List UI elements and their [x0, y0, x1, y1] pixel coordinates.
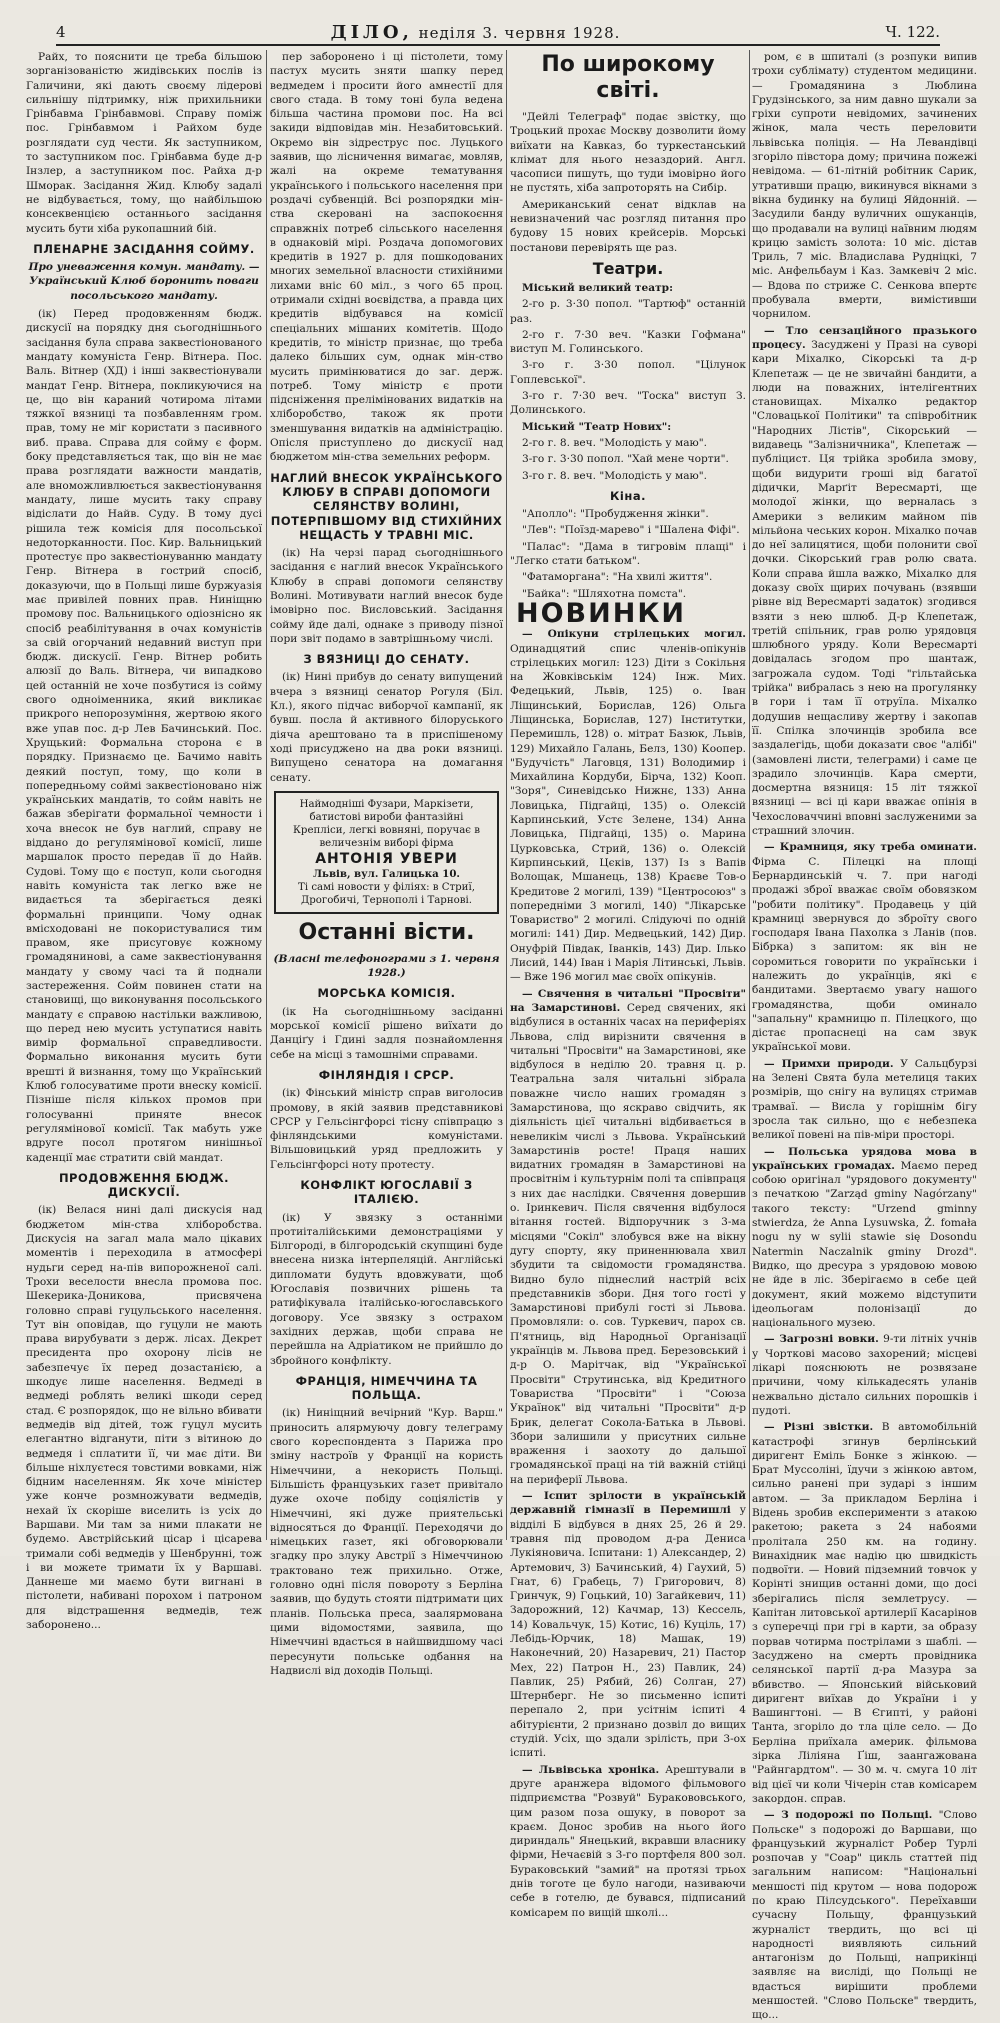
news-item-title: — Крамниця, яку треба оминати.: [764, 841, 977, 854]
article-paragraph: (ік) У звязку з останніми протиіталійськими демонстраціями у Білгороді, в білгородській скупщині буде внесена низка інтерпеляцій. Англійські дипломати будуть вдовжувати, щоб Югославія позвичних рішень та ратифікувала італійсько-югославського договору. Усе звязку з острахом західних держав, щоби справа не перейшла на Адріатиком не прийшло до збройного конфлікту.: [270, 1211, 503, 1367]
theatre-listing: 2-го г. 8. веч. "Молодість у маю".: [522, 436, 708, 449]
cinema-listing: "Байка": "Шляхотна помста".: [522, 587, 687, 600]
news-item-title: — Іспит зрілости в українській державній гімназії в Перемишлі: [510, 1490, 746, 1517]
news-item-title: — Львівська хроніка.: [522, 1763, 660, 1776]
section-heading: МОРСЬКА КОМІСІЯ.: [317, 986, 456, 1001]
ad-firm-name: АНТОНІЯ УВЕРИ: [315, 850, 458, 867]
news-item: [752, 1332, 977, 1418]
section-heading: ПРОДОВЖЕННЯ БЮДЖ. ДИСКУСІЇ.: [58, 1170, 230, 1200]
article-paragraph: ром, є в шпиталі (з розпуки випив трохи сублімату) студентом медицини. — Громадянина з Люблина Грудзінського, за ним давно шукали за гріхи супроти невідомих, зачинених жінок, мала честь переловити львівська поліція. — На Левандівці згоріло півстора дому; причина пожежі невідома. — 61-літній робітник Сарик, утративши працю, викинувся вікнами з вікна будинку на булиці Яйдонній. — Засудили банду вуличних ошуканців, що продавали на вулиці наївним людям крицю замість золота: 10 міс. дістав Триль, 7 міс. Владислава Рудніцкі, 7 міс. Анфельбаум і Каз. Замкевіч 2 міс. — Вдова по стриже С. Сенкова впертє пробувала вмерти, вимістивши чорнилом.: [752, 51, 977, 321]
news-item-text: 9-ти літніх учнів у Чорткові масово захорений; місцеві лікарі пояснюють не розвязане причини, чому кількадесять уланів нежвально дістало сильних порошків і пудоті.: [752, 1333, 977, 1417]
news-item-text: Маємо перед собою оригінал "урядового документу" з печаткою "Zarząd gminy Nagórzany" такого тексту: "Urzend gminny stwierdza, że Anna Lysuwska, Ż. fomała nogu ny w sylii stawie się Dosondu Natermin Naczalnik gminy Drozd". Видко, що дресура з урядовою мовою не йде в ліс. Зберігаємо в себе цей документ, який можемо відступити ідеольогам полонізації до національного музею.: [752, 1159, 977, 1330]
page-header: [56, 20, 940, 46]
theatre-listing: 3-го г. 7·30 веч. "Тоска" виступ З. Долинського.: [510, 390, 746, 417]
article-paragraph: пер заборонено і ці пістолети, тому пастух мусить зняти шапку перед ведмедем і просити його амнестії для свого стада. В тому тоні була ведена більша частина промови пос. На всі закиди відповідав мін. Незабитовський. Окремо він зідреструс пос. Луцького заявив, що лісничення вимагає, мовляв, жалі на окреме тематування українського і польського населення при роздачі субвенцій. Всі розпорядки мін-ства скеровані на заспокоєння справжніх потреб сільського населення в однаковій мірі. Роздача допомогових кредитів в 1927 р. для пошкодованих многих земельної власности стихійними лихами вніс 60 міл., з чого 65 проц. отримали східні воєвідства, а правда цих кредитів відбувався на комісії спеціальних мішаних комітетів. Щодо кредитів, то міністр признає, що треба далеко більших сум, однак мін-ство мусить примінюватися до заг. держ. потреб. Тому міністр є проти підсніження прелімінованих видатків на хліборобство, також як проти зменшування видатків на адміністрацію. Опісля приступлено до дискусії над бюджетом мін-ства земельних реформ.: [270, 51, 503, 464]
news-item-text: Одинадцятий спис членів-опікунів стрілецьких могил: 123) Діти з Сокільня на Жовківськім 124) Інж. Мих. Федецький, Львів, 125) о. Іван Ліщинський, Борислав, 126) Ольга Ліщинська, Борислав, 127) Інститутки, Перемишль, 128) о. мітрат Базюк, Львів, 129) Михайло Галань, Белз, 130) Коопер. "Будучість" Лаговця, 131) Володимир і Михайлина Кордуби, Бірча, 132) Кооп. "Зоря", Синевідсько Нижнє, 133) Анна Ловицька, Підгайці, 135) о. Олексій Карпинський, Устє Зелене, 134) Анна Ловицька, Підгайці, 135) о. Марина Цурковська, Стрий, 136) о. Олексій Кирпинський, Цєків, 137) Із з Вапів Волощак, Мшанець, 138) Краєве Тов-о Кредитове 2 могилі, 139) "Центросоюз" з попередніми 3 могилі, 140) "Лікарське Товариство" 2 могилі. Слідуючі по одній могилі: 141) Дир. Медвецький, 142) Дир. Онуфрій Півдак, Іванків, 143) Дир. Ілько Лисий, 144) Іван і Марія Літинські, Львів. — Вже 196 могил має своїх опікунів.: [510, 642, 746, 984]
column-divider: [506, 50, 507, 1540]
news-item-title: — З подорожі по Польщі.: [764, 1809, 933, 1822]
news-item-title: — Загрозні вовки.: [764, 1333, 879, 1346]
column-2: [270, 50, 503, 1677]
section-title-news: НОВИНКИ: [516, 597, 686, 629]
section-heading: ФІНЛЯНДІЯ І СРСР.: [318, 1067, 455, 1082]
cinema-listing: "Лев": "Поїзд-марево" і "Шалена Фіфі".: [522, 524, 740, 537]
newspaper-title: ДІЛО,: [330, 21, 413, 43]
news-item-text: "Слово Польске" з подорожі до Варшави, що французький журналіст Робер Турлі розпочав у "Соар" цикль статтей під загальним написом: "Національні меншості під крутом — нова подорож по краю Пілсудського". Переїхавши сучасну Польщу, французький журналіст твердить, що всі ці народності виявляють сильний антагонізм до Польщі, наприкінці заявляє на висліді, що Польщі не вдасться вирішити проблеми меншостей. "Слово Польске" твердить, що...: [752, 1809, 977, 2022]
news-item-title: — Опікуни стрілецьких могил.: [522, 628, 746, 641]
news-item: [752, 1145, 977, 1331]
article-paragraph: (ік) Фінський міністр справ виголосив промову, в якій заявив представникові СРСР у Гельсінгфорсі тісну співпрацю з фінляндськими комуністами. Вільшовицький уряд предложить у Гельсінгфорсі ноту протесту.: [270, 1087, 503, 1171]
section-subheading: (Власні телефонограми з 1. червня 1928.): [273, 952, 500, 980]
section-heading: ФРАНЦІЯ, НІМЕЧЧИНА ТА ПОЛЬЩА.: [295, 1373, 478, 1403]
article-paragraph: (ік) Перед продовженням бюдж. дискусії на порядку дня сьогоднішнього засідання була справа заквестіонованого мандату комуніста Генр. Вітнера. Пос. Валь. Вітнер (ХД) і інші заквестіонували мандат Генр. Вітнера, покликуючися на це, що він караний чотирома літами тяжкої вязниці та позбавленням гром. прав, тому не міг користати з пасивного виб. права. Справа для сойму є форм. боку представляється так, що він не має права розглядати важности мандатів, але вноможливлюється заквестіонування мандату, лише мусить таку справу відіслати до Найв. Суду. В тому дусі рішила теж комісія для посольської недоторканности. Пос. Кир. Вальницький протестує про заквестіонуванню мандату Генр. Вітнера в гострий спосіб, доказуючи, що в Польщі лише буржуазія має привілей повних прав. Ниніщню промову пос. Вальницького одіознісно як спосіб реабілітування в очах комуністів за свій огорчаний недавний виступ при бюдж. дискусії. Генр. Вітнер робить алюзії до Валь. Вітнера, чи випадково цей останній не хоче позбутися із сойму свого одноіменника, який викликає прикрого непорозуміння, жертвою якого вже упав пос. д-р Лев Бачинський. Пос. Хрущький: Формальна сторона є в порядку. Признаємо це. Бачимо навіть деякий поступ, тому, що коли в попередньому соймі заквестіоновано ніж українських мандатів, то сойм навіть не бажав зберігати формальної чемности і хоча внесок не був наглий, справу не віддано до регулямінової комісії, лише маршалок просто передав її до Найв. Судові. Тому що є поступ, коли сьогодня навіть комуніста так легко вже не видається та зберігається деякі формальні принципи. Чому однак вмісходовані не покористувалися тим правом, яке присуговує кожному громадянинові, а саме заквестіонування мандату у свому часі та й поднали застереження. Сойм повинен стати на становищі, що виконування посольського мандату є справою настільки важливою, що перед нею мусить уступатися навіть вимір формальної справедливости. Формально виконання мусить бути врешті й визнання, тому що Український Клюб голосуватиме проти внеску комісії. Пізніше після кількох промов при голосуванні приняте внесок регулямінової комісії. Так мабуть уже вдруге посол протягом нинішньої каденції має стратити свій мандат.: [26, 308, 262, 1164]
ad-address: Львів, вул. Галицька 10.: [313, 867, 460, 880]
news-item-title: — Примхи природи.: [764, 1057, 894, 1070]
article-paragraph: Американський сенат відклав на невизначений час розгляд питання про будову 15 нових крейсерів. Морські постанови перевірять ще раз.: [510, 198, 746, 254]
section-title-world: По широкому світі.: [541, 52, 715, 103]
news-item-text: В автомобільній катастрофі згинув берлінський диригент Еміль Бонке з жінкою. — Брат Муссоліні, їдучи з жінкою автом, сильно ранені при зударі з іншим автом. — За прикладом Берліна і Відень зробив експерименти з атакою ракетою; ракета з 24 набоями пролітала 250 км. на годину. Винахідник має надію цю швидкість подвоїти. — Новий підземний товчок у Корінті знищив останні доми, що досі зберігались після землетрусу. — Капітан литовської артилерії Касарінов з суперечці при грі в карти, за образу порвав чотирма пострілами з шаблі. — Засуджено на смерть провідника селянської партії д-ра Мазура за вбивство. — Японський військовий диригент виїхав до України і у Вашингтоні. — В Єгипті, у районі Танта, згоріло до тла ціле село. — До Берліна приїхала америк. фільмова зірка Ліліяна Ґіш, заангажована "Райнгардтом". — 30 м. ч. смуга 10 літ від цієї чи коли Чічерін став комісарем закордон. справ.: [752, 1421, 978, 1805]
news-item: [510, 1489, 746, 1761]
news-item-text: Серед свячених, які відбулися в останніх часах на периферіях Львова, слід вирізнити свячення в читальні "Просвіти" на Замарстинові, яке відбулося в неділю 20. травня ц. р. Театральна заля читальні зібрала поважне число наших громадян з Замарстинова, що яскраво свідчить, як діяльність цієї читальні відбивається в невеликім числі з Львова. Український Замарстинів росте! Праця наших видатних громадян в Замарстинові на просвітнім і культурнім полі та співпраця з них дає наслідки. Свячення довершив о. Іринкевич. Після свячення відбулося вітання гостей. Відпоручник з 3-ма місцями "Сокіл" злобувся вже на вікну дугу спорту, яку приненнювала хвил збудити та свідомости громадянства. Видно було піднеслий настрій всіх представників збори. Дня того гості у Замарстинові прибулі гості зі Львова. Промовляли: о. сов. Туркевич, парох св. П'ятниць, від Народньої Організації українців м. Львова пред. Березовський і д-р О. Марітчак, від "Української Просвіти" Струтинська, від Кредитного Товариства "Просвіти" і "Союза Українок" від читальні "Просвіти" д-р Брик, делегат Сокола-Батька в Львові. Збори залишили у присутних сильне враження і заохоту до дальшої громадянської праці на тій важній стійці на периферії Львова.: [510, 1001, 746, 1486]
theatre-listing: 3-го г. 8. веч. "Молодість у маю".: [522, 469, 708, 482]
column-divider: [749, 50, 750, 1540]
cinema-listing: "Фатаморгана": "На хвилі життя".: [522, 571, 713, 584]
theatre-listing: 2-го р. 3·30 попол. "Тартюф" останній раз.: [510, 298, 746, 325]
news-item-text: У Сальцбурзі на Зелені Свята була метелиця таких розмірів, що снігу на вулицях стримав трамваї. — Висла у горішнім бігу зросла так сильно, що є небезпека великої повені на пів-міри просторі.: [752, 1057, 977, 1142]
news-item: [752, 1057, 977, 1143]
article-paragraph: (ік) Велася нині далі дискусія над бюджетом мін-ства хліборобства. Дискусія на загал мала мало цікавих моментів і переходила в атмосфері нудьги серед на-пів випорожненої салі. Трохи веселости внесла промова пос. Шекерика-Доникова, присвячена головно справі гуцульського населення. Тут він оповідав, що гуцули не мають права вирубувати з держ. лісах. Декрет пресидента про охорону лісів не забезпечує їх перед дозастанією, а шкодує лише населення. Ведмеді в ведмеді роблять великі шкоди серед стад. Є розпорядок, що не вільно вбивати ведмедів від дітей, тож гуцул мусить елегантно відганути, піти з вітиною до ведмедя і сплатити її, чи має діти. Ви більше ніхлуєтеся товстими вовками, ніж бідним населенням. Як хоче міністер уже конче розмножувати ведмедів, нехай їх скоріше виселить із усіх до Варшави. Ми там за ними плакати не будемо. Австрійський цісар і цісарева тримали собі ведмедів у Шенбрунні, тож і ви можете тримати їх у Варшаві. Даннеше ми маємо бути вигнані в пістолети, набивані порохом і патроном для відстрашення ведмедів, теж заборонено...: [26, 1204, 262, 1632]
issue-number: Ч. 122.: [885, 23, 940, 41]
ad-text: Ті самі новости у філіях: в Стриї, Дрогобичі, Тернополі і Тарнові.: [298, 881, 475, 906]
theatre-listing: 3-го г. 3·30 попол. "Хай мене чорти".: [522, 453, 729, 466]
section-heading: З ВЯЗНИЦІ ДО СЕНАТУ.: [303, 652, 470, 667]
article-paragraph: (ік) Ниніщний вечірний "Кур. Варш." приносить алярмуючу довгу телеграму свого кореспондента з Парижа про зміну настроїв у Франції на користь Німеччини, а некористь Польщі. Більшість французьких газет привітало дуже охоче побіду соціялістів у Німеччині, які дуже приятельські відносяться до Франції. Переходячи до німецьких газет, які обговорювали згадку про злуку Австрії з Німеччиною трактовано теж прихильно. Отже, головно одні після повороту з Берліна заявив, що будуть стояти підтримати цих планів. Польська преса, заалярмована цими відомостями, заявила, що Німеччині вдасться в найшвидшому часі пересунути польське одбання на Надвислі від доходів Польщі.: [270, 1407, 503, 1677]
news-item-text: Арештували в друге аранжера відомого фільмового підприємства "Розвуй" Буракововського, цим разом поза ошуку, в поворот за краєм. Донос зробив на нього його дириндаль" Янецький, вкравши власнику фірми, Нечаєвій з 3-го портфеля 800 зол. Бураковський "замий" на протязі трьох днів тоготе це було нагоди, називаючи себе в готелю, де бувався, підписаний комісарем по вищій школі...: [510, 1763, 746, 1919]
article-paragraph: (ік) На черзі парад сьогоднішнього засідання є наглий внесок Українського Клюбу в справі допомоги селянству Волині. Мотивувати наглий внесок буде імовірно пос. Висловський. Засідання сойму йде далі, однаке з приводу пізної пори звіт подамо в завтрішньому числі.: [270, 547, 503, 645]
issue-date: неділя 3. червня 1928.: [418, 23, 621, 42]
news-item-title: — Польська урядова мова в українських громадах.: [752, 1145, 977, 1172]
article-paragraph: "Дейлі Телеграф" подає звістку, що Троцький прохає Москву дозволити йому виїхати на Кавказ, бо туркестанський клімат для нього незаздорий. Англ. часописи пишуть, що туди імовірно його не пустять, хіба запроторять на Сибір.: [510, 111, 746, 195]
section-heading-cinemas: Кіна.: [610, 488, 646, 503]
section-heading: КОНФЛІКТ ЮГОСЛАВІЇ З ІТАЛІЄЮ.: [300, 1178, 473, 1207]
theatre-listing: 2-го г. 7·30 веч. "Казки Гофмана" виступ М. Голинського.: [510, 328, 746, 356]
section-heading: ПЛЕНАРНЕ ЗАСІДАННЯ СОЙМУ.: [33, 241, 255, 256]
article-paragraph: (ік На сьогоднішньому засіданні морської комісії рішено виїхати до Данціґу і Гдині задля познайомлення себе на місці з тамошніми справами.: [270, 1005, 503, 1061]
column-3: [510, 50, 746, 1919]
section-title-latest-news: Останні вісти.: [298, 919, 475, 945]
masthead: [331, 22, 621, 43]
news-item-text: Засуджені у Празі на суворі кари Міхалко, Сікорські та д-р Клепетаж — це не звичайні бандити, а люди на поважних, інтелігентних становищах. Міхалко редактор "Словацької Політики" та співробітник "Народних Лістів", Сікорський — видавець "Залізничника", Клепетаж — публіцист. Ця трійка зробила змову, щоби видурити гроші від багатої дідички, Марґіт Вересмарті, ще молодої жінки, що верналась з Америки з великим майном пів мільйона чеських корон. Міхалко почав до неї залицятися, щоби полонити свої дочки. Сікорський грав ролю свата. Коли справа йшла важко, Міхалко для доказу своїх щирих почувань (взявши рівне від Вересмарті задаток) згодився взяти з нею шлюб. Д-р Клепетаж, третій спільник, грав ролю урядовця шлюбного уряду. Коли Вересмарті довідалась згодом про шантаж, загрожала судом. Тоді "гільтайська трійка" вибралась з нею на прогулянку в гори і там її отруїла. Міхалко додушив нещасливу жертву і закопав її. Спілка злочинців зробила все заздалегідь, щоби доказати своє "алібі" (замовлені листи, телеграми) і саме це зрадило злочинців. Кара смерти, досмертна вязниця: 15 літ тяжкої вязниці — всі ці кари вважає опінія в Чехословаччині вповні заслуженими за страшний злочин.: [752, 338, 977, 838]
section-subheading: Про уневаження комун. мандату. — Український Клюб боронить поваги посольського мандату.: [28, 261, 260, 302]
news-item: [752, 324, 977, 839]
column-1: [26, 50, 262, 1632]
theatre-name: Міський великий театр:: [522, 281, 673, 294]
theatre-listing: 3-го г. 3·30 попол. "Цілунок Гоплевської".: [510, 359, 746, 386]
page-number: 4: [56, 23, 66, 41]
news-item-text: Фірма С. Пілецкі на площі Бернардинській ч. 7. при нагоді продажі зброї вважає своїм обовязком "робити політику". Продавець у цій крамниці звернувся до зброїту свого господаря Івана Пахолка з Ланів (пов. Бібрка) з запитом: як він не соромиться говорити по українськи і належить до українців, які є бандитами. Звертаємо увагу нашого громадянства, щоби оминало "запальну" крамницю п. Пілецкого, що дістає пропаснеці на сам звук української мови.: [752, 855, 977, 1054]
news-item: [752, 840, 977, 1054]
theatre-name: Міський "Театр Нових":: [522, 420, 672, 433]
cinema-listing: "Аполло": "Пробудження жінки".: [522, 508, 709, 521]
news-item-title: — Тло сензаційного празького процесу.: [752, 324, 977, 351]
column-divider: [266, 50, 267, 1540]
news-item-title: — Свячення в читальні "Просвіти" на Замарстинові.: [510, 987, 746, 1014]
cinema-listing: "Палас": "Дама в тигровім плащі" і "Легко стати батьком".: [510, 540, 746, 568]
news-item: [510, 1763, 746, 1920]
article-paragraph: (ік) Нині прибув до сенату випущений вчера з вязниці сенатор Рогуля (Біл. Кл.), якого підчас виборчої кампанії, як бувш. посла й активного білоруського діяча арештовано та в приспішеному ході присуджено на два роки вязниці. Випущено сенатора на домагання сенату.: [270, 671, 503, 784]
advertisement-box: [274, 791, 499, 914]
column-4: [752, 50, 978, 2022]
news-item: [752, 1808, 977, 2022]
news-item: [510, 627, 746, 984]
section-heading: НАГЛИЙ ВНЕСОК УКРАЇНСЬКОГО КЛЮБУ В СПРАВІ ДОПОМОГИ СЕЛЯНСТВУ ВОЛИНІ, ПОТЕРПІВШОМУ ВІД СТИХІЙНИХ НЕЩАСТЬ У ТРАВНІ МІС.: [270, 470, 503, 542]
ad-text: Наймодніші Фузари, Маркізети, батистові вироби фантазійні Крепліси, легкі вовняні, поручає в величезнім виборі фірма: [293, 798, 480, 849]
section-title-theatres: Театри.: [592, 258, 664, 278]
news-item: [752, 1420, 977, 1806]
article-paragraph: Райх, то пояснити це треба більшою зорганізованістю жидівських послів із Галичини, які дають своєму лідерові сильнішу підтримку, ніж прихильники Грінбавма Грінбавмові. Справу поміж пос. Грінбавмом і Райхом буде розглядати суд чести. Як заступником, то заступником пос. Грінбавма буде д-р Інзлер, а заступником пос. Райха д-р Шморак. Засідання Жид. Клюбу задалі не відбувається, тому, що найбільшою консеквенцією останнього засідання мусить бути хіба рукопашний бій.: [26, 51, 262, 235]
news-item: [510, 987, 746, 1487]
news-item-title: — Різні звістки.: [764, 1421, 874, 1434]
news-item-text: у відділі Б відбувся в днях 25, 26 й 29. травня під проводом д-ра Дениса Лукіяновича. Іспитани: 1) Александер, 2) Артемович, 3) Бачинський, 4) Гаухий, 5) Гнат, 6) Грабець, 7) Григорович, 8) Гринчук, 9) Гоцький, 10) Загайкевич, 11) Задорожний, 12) Качмар, 13) Кессель, 14) Ковальчук, 15) Котис, 16) Куціль, 17) Лебідь-Юрчик, 18) Машак, 19) Наконечний, 20) Назаревич, 21) Пастор Мех, 22) Патрон Н., 23) Павлик, 24) Павлик, 25) Рябий, 26) Солган, 27) Штернберг. Не зо письменно іспиті перепало 2, при усітнім іспиті 4 абітурієнти, 2 признано дозвіл до вищих студій. Усіх, що здали зрілість, при 3-ох іспиті.: [510, 1504, 746, 1760]
